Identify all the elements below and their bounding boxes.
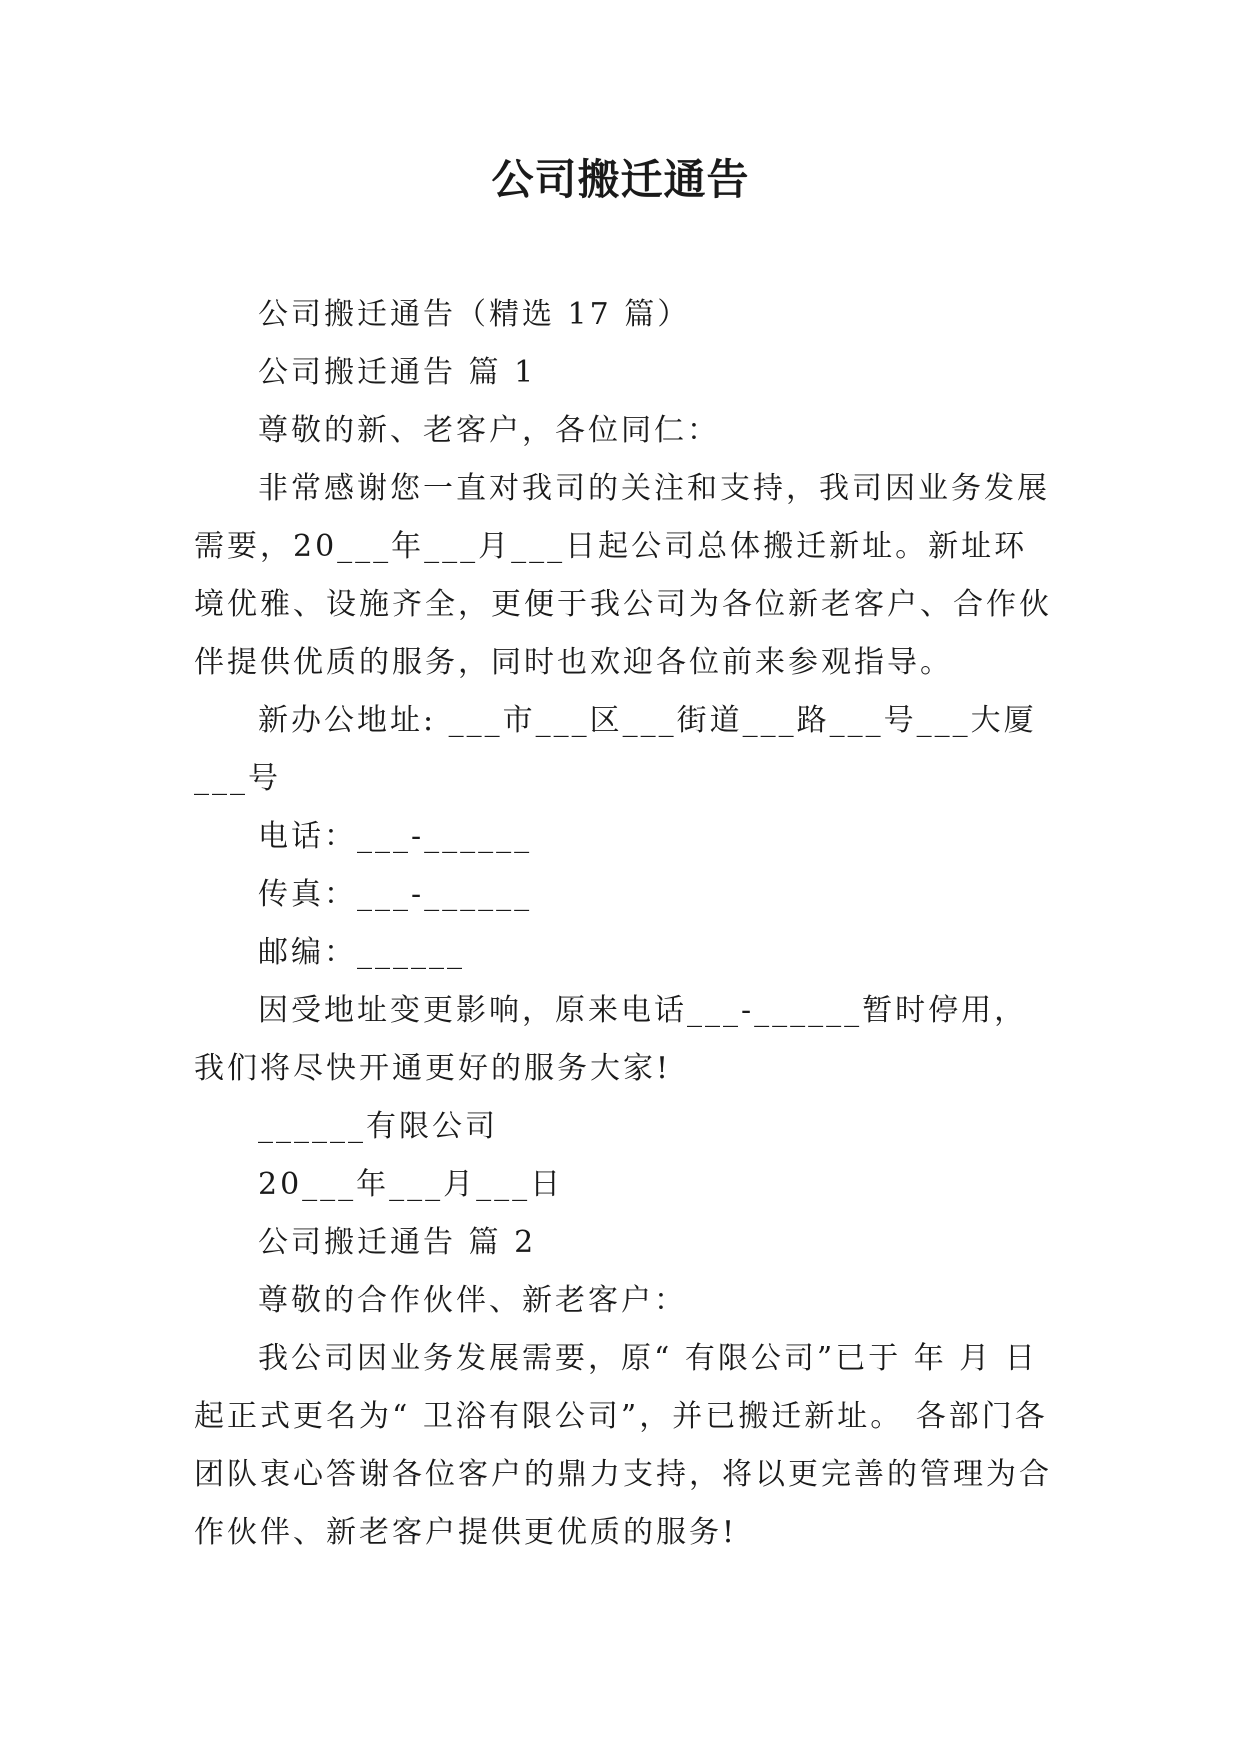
paragraph-body-3: 我公司因业务发展需要，原“ 有限公司”已于 年 月 日起正式更名为“ 卫浴有限公司”，并已搬迁新址。 各部门各团队衷心答谢各位客户的鼎力支持，将以更完善的管理为合作伙伴、新老客户提供更优质的服务! <box>194 1341 1052 1550</box>
document-body <box>194 286 1054 1562</box>
paragraph-date: 20___年___月___日 <box>258 1167 564 1202</box>
paragraph-salutation-2: 尊敬的合作伙伴、新老客户： <box>258 1283 687 1318</box>
paragraph-section-heading-1: 公司搬迁通告 篇 1 <box>258 355 537 390</box>
paragraph-company-sign: ______有限公司 <box>258 1109 498 1144</box>
paragraph-phone: 电话：___-______ <box>258 819 533 854</box>
paragraph-postcode: 邮编：______ <box>258 935 465 970</box>
paragraph-address: 新办公地址: ___市___区___街道___路___号___大厦___号 <box>194 703 1037 796</box>
paragraph-salutation-1: 尊敬的新、老客户，各位同仁： <box>258 413 720 448</box>
paragraph-fax: 传真：___-______ <box>258 877 533 912</box>
paragraph-subtitle: 公司搬迁通告（精选 17 篇） <box>258 297 691 332</box>
paragraph-body-2: 因受地址变更影响，原来电话___-______暂时停用，我们将尽快开通更好的服务大家! <box>194 993 1028 1086</box>
document-title: 公司搬迁通告 <box>491 155 750 204</box>
paragraph-body-1: 非常感谢您一直对我司的关注和支持，我司因业务发展需要，20___年___月___日起公司总体搬迁新址。新址环境优雅、设施齐全，更便于我公司为各位新老客户、合作伙伴提供优质的服务，同时也欢迎各位前来参观指导。 <box>194 471 1052 680</box>
paragraph-section-heading-2: 公司搬迁通告 篇 2 <box>258 1225 537 1260</box>
